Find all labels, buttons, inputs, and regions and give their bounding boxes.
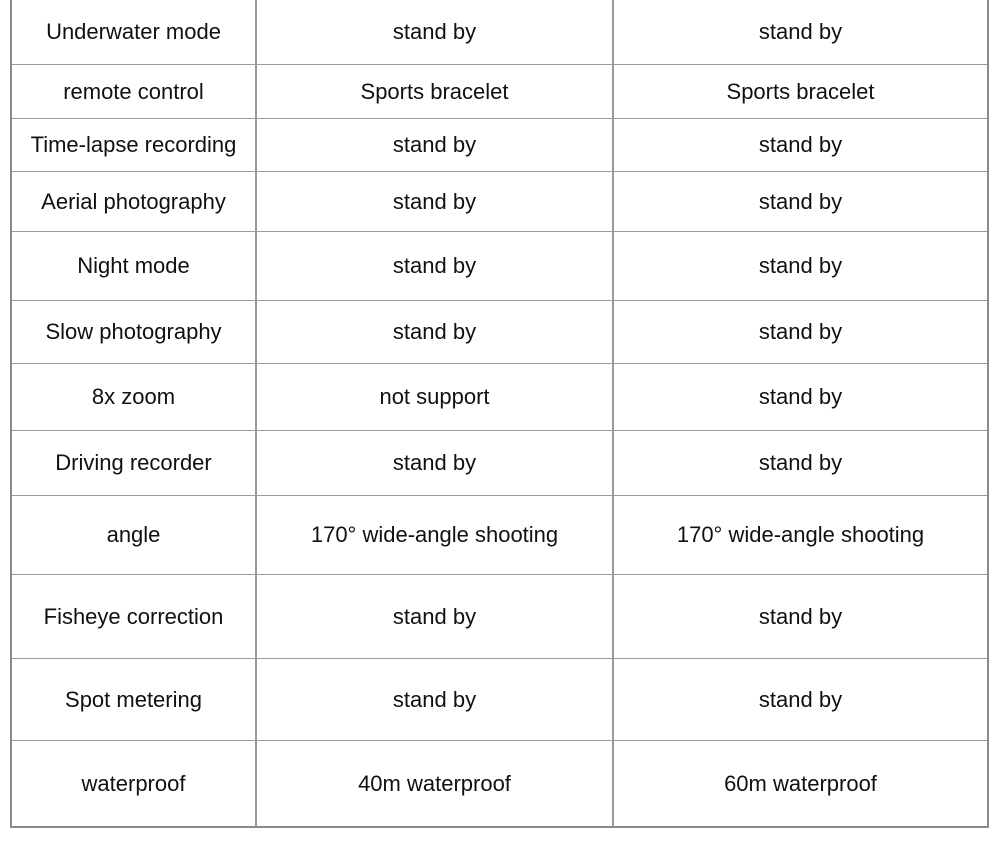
feature-cell: 8x zoom: [12, 364, 257, 430]
feature-cell: Aerial photography: [12, 172, 257, 231]
value-cell: stand by: [758, 132, 843, 157]
value-cell: not support: [257, 364, 614, 430]
feature-cell: Driving recorder: [12, 431, 257, 495]
value-cell: stand by: [257, 0, 614, 64]
value-cell: stand by: [758, 188, 843, 214]
table-row: [12, 575, 987, 659]
value-cell: stand by: [758, 603, 843, 629]
feature-cell: waterproof: [12, 741, 257, 826]
value-cell: stand by: [758, 384, 843, 409]
table-row: [12, 301, 987, 364]
value-cell: 170° wide-angle shooting: [676, 522, 925, 547]
value-cell: stand by: [257, 431, 614, 495]
value-cell: Sports bracelet: [257, 65, 614, 118]
value-cell: 40m waterproof: [257, 741, 614, 826]
feature-cell: Slow photography: [12, 301, 257, 363]
feature-cell: remote control: [12, 65, 257, 118]
feature-cell: Night mode: [12, 232, 257, 300]
value-cell: stand by: [257, 232, 614, 300]
table-row: [12, 741, 987, 826]
feature-cell: Time-lapse recording: [12, 119, 257, 171]
table-row: [12, 659, 987, 741]
value-cell: stand by: [257, 659, 614, 740]
value-cell: stand by: [257, 119, 614, 171]
table-row: [12, 119, 987, 172]
comparison-table: [10, 0, 989, 828]
feature-cell: Fisheye correction: [12, 575, 257, 658]
value-cell: stand by: [758, 319, 843, 344]
value-cell: stand by: [758, 253, 843, 278]
table-row: [12, 65, 987, 119]
value-cell: stand by: [257, 575, 614, 658]
feature-cell: angle: [12, 496, 257, 574]
table-row: [12, 232, 987, 301]
value-cell: 60m waterproof: [724, 770, 877, 796]
value-cell: 170° wide-angle shooting: [257, 496, 614, 574]
feature-cell: Underwater mode: [12, 0, 257, 64]
feature-cell: Spot metering: [12, 659, 257, 740]
value-cell: stand by: [257, 301, 614, 363]
table-row: [12, 0, 987, 65]
value-cell: stand by: [758, 686, 843, 712]
table-row: [12, 364, 987, 431]
table-row: [12, 496, 987, 575]
value-cell: Sports bracelet: [726, 78, 875, 104]
value-cell: stand by: [758, 450, 843, 475]
table-row: [12, 172, 987, 232]
table-row: [12, 431, 987, 496]
value-cell: stand by: [257, 172, 614, 231]
value-cell: stand by: [758, 19, 843, 44]
